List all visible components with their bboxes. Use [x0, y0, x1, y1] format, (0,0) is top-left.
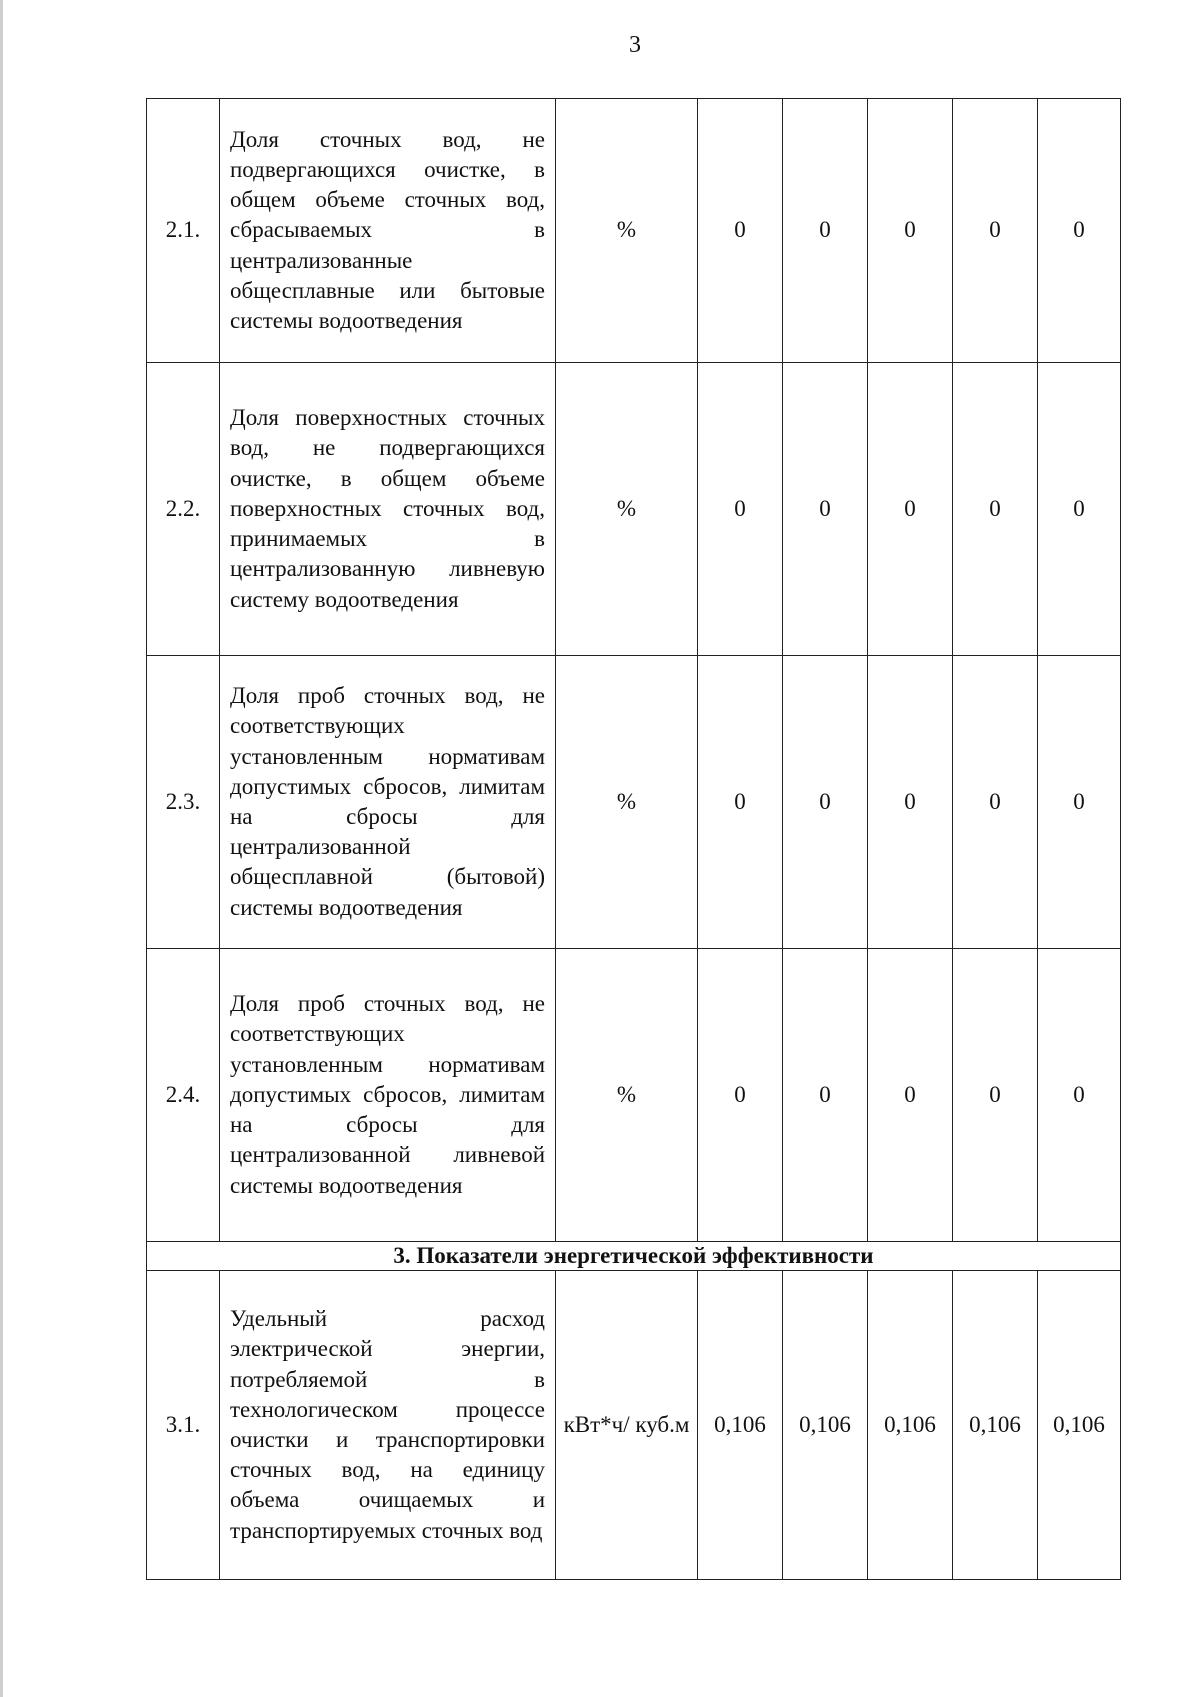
value-cell: 0,106: [868, 1271, 953, 1580]
page-number: 3: [629, 32, 641, 58]
value-cell: 0: [868, 363, 953, 656]
table-row: [147, 1271, 1121, 1580]
value-cell: 0: [698, 363, 783, 656]
value-cell: 0: [1038, 99, 1121, 363]
unit: %: [556, 99, 698, 363]
section-header-row: [147, 1242, 1121, 1271]
value-cell: 0: [1038, 949, 1121, 1242]
value-cell: 0: [953, 949, 1038, 1242]
value-cell: 0: [1038, 363, 1121, 656]
indicator-name: Доля поверхностных сточных вод, не подвергающихся очистке, в общем объеме поверхностных сточных вод, принимаемых в централизованную ливневую систему водоотведения: [220, 363, 556, 656]
table-row: [147, 99, 1121, 363]
value-cell: 0: [868, 949, 953, 1242]
table-row: [147, 363, 1121, 656]
value-cell: 0: [698, 656, 783, 949]
unit: %: [556, 363, 698, 656]
row-number: 2.3.: [147, 656, 220, 949]
unit: %: [556, 949, 698, 1242]
table-row: [147, 656, 1121, 949]
table-row: [147, 949, 1121, 1242]
row-number: 2.2.: [147, 363, 220, 656]
unit: %: [556, 656, 698, 949]
row-number: 2.4.: [147, 949, 220, 1242]
page-edge: [0, 0, 3, 1697]
value-cell: 0,106: [953, 1271, 1038, 1580]
indicator-name: Доля сточных вод, не подвергающихся очистке, в общем объеме сточных вод, сбрасываемых в централизованные общесплавные или бытовые системы водоотведения: [220, 99, 556, 363]
value-cell: 0: [868, 99, 953, 363]
value-cell: 0: [1038, 656, 1121, 949]
row-number: 2.1.: [147, 99, 220, 363]
value-cell: 0: [698, 99, 783, 363]
value-cell: 0: [953, 99, 1038, 363]
value-cell: 0: [868, 656, 953, 949]
value-cell: 0,106: [1038, 1271, 1121, 1580]
value-cell: 0: [953, 656, 1038, 949]
indicator-name: Доля проб сточных вод, не соответствующих установленным нормативам допустимых сбросов, лимитам на сбросы для централизованной общесплавной (бытовой) системы водоотведения: [220, 656, 556, 949]
value-cell: 0,106: [698, 1271, 783, 1580]
unit: кВт*ч/ куб.м: [556, 1271, 698, 1580]
indicators-table: [146, 98, 1121, 1580]
value-cell: 0: [783, 363, 868, 656]
section-title: 3. Показатели энергетической эффективности: [147, 1242, 1121, 1271]
indicator-name: Доля проб сточных вод, не соответствующих установленным нормативам допустимых сбросов, лимитам на сбросы для централизованной ливневой системы водоотведения: [220, 949, 556, 1242]
value-cell: 0: [783, 99, 868, 363]
value-cell: 0: [953, 363, 1038, 656]
indicator-name: Удельный расход электрической энергии, потребляемой в технологическом процессе очистки и транспортировки сточных вод, на единицу объема очищаемых и транспортируемых сточных вод: [220, 1271, 556, 1580]
row-number: 3.1.: [147, 1271, 220, 1580]
value-cell: 0: [783, 656, 868, 949]
value-cell: 0,106: [783, 1271, 868, 1580]
value-cell: 0: [698, 949, 783, 1242]
value-cell: 0: [783, 949, 868, 1242]
